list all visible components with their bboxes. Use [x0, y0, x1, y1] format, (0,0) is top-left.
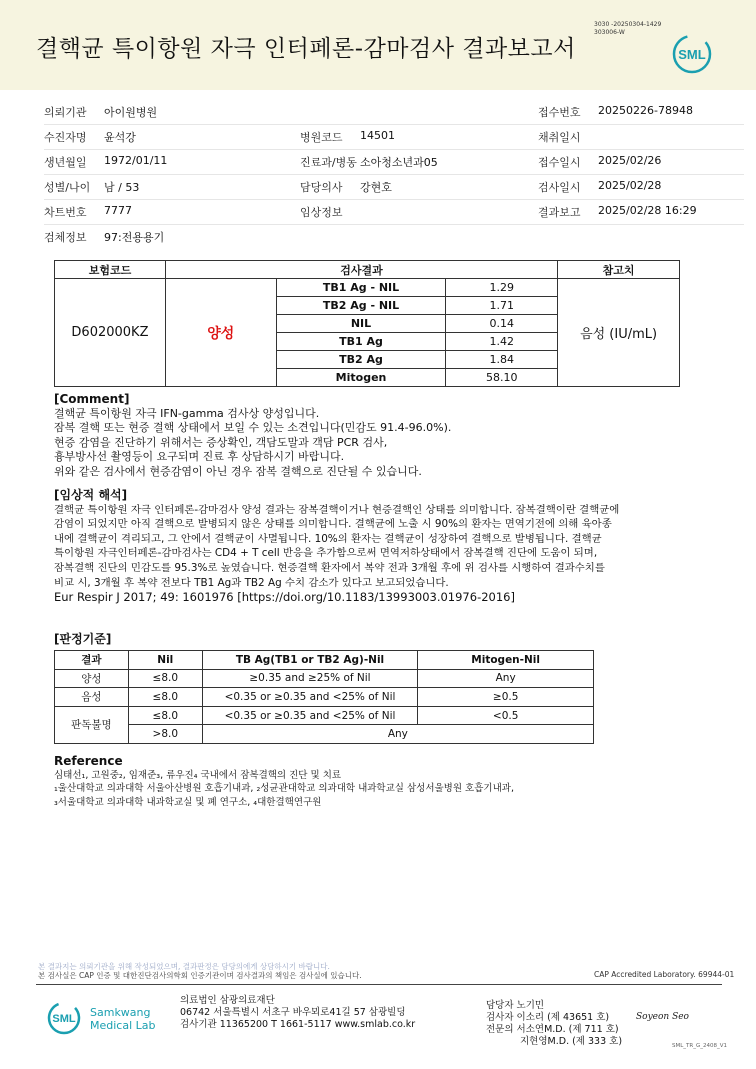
criteria-col-result: 결과 [55, 651, 129, 670]
form-code: SML_TR_G_2408_V1 [672, 1043, 728, 1049]
reference-value: 음성 (IU/mL) [558, 279, 680, 387]
criteria-cell: ≤8.0 [128, 688, 202, 707]
test-value: 58.10 [446, 369, 558, 387]
staff-line: 검사자 이소리 (제 43651 호) [486, 1012, 610, 1023]
test-value: 0.14 [446, 315, 558, 333]
insurance-code: D602000KZ [55, 279, 166, 387]
criteria-cell: >8.0 [128, 725, 202, 744]
collect-date-label: 채취일시 [538, 131, 581, 144]
staff-line: 담당자 노기민 [486, 1000, 545, 1011]
interpretation-line: 비교 시, 3개월 후 복약 전보다 TB1 Ag과 TB2 Ag 수치 감소가 있다고 보고되었습니다. [54, 576, 449, 589]
result-table [54, 260, 680, 387]
birth-label: 생년월일 [44, 156, 87, 169]
chart-no-value: 7777 [104, 204, 132, 217]
test-value: 1.71 [446, 297, 558, 315]
interpretation-line: 잠복결핵 진단의 민감도를 95.3%로 높였습니다. 현증결핵 환자에서 복약 전과 3개월 후에 위 검사를 시행하여 결과수치를 [54, 561, 605, 574]
test-date-value: 2025/02/28 [598, 179, 662, 192]
test-value: 1.29 [446, 279, 558, 297]
brand-line2: Medical Lab [90, 1019, 156, 1032]
interpretation-line: 감염이 되었지만 아직 결핵으로 발병되지 않은 상태를 의미합니다. 결핵균에 노출 시 90%의 환자는 면역기전에 의해 육아종 [54, 518, 612, 531]
specimen-label: 검체정보 [44, 231, 87, 244]
dept-value: 소아청소년과05 [360, 156, 438, 169]
criteria-col-mitogen: Mitogen-Nil [418, 651, 594, 670]
hospital-code-value: 14501 [360, 129, 395, 142]
institution-label: 의뢰기관 [44, 106, 87, 119]
clinical-label: 임상정보 [300, 206, 343, 219]
staff-line: 지현영M.D. (제 333 호) [520, 1036, 623, 1047]
interpretation-title: [임상적 해석] [54, 488, 128, 502]
test-value: 1.84 [446, 351, 558, 369]
criteria-col-nil: Nil [128, 651, 202, 670]
criteria-cell: ≥0.35 and ≥25% of Nil [202, 669, 418, 688]
document-code [594, 21, 661, 37]
test-name: TB2 Ag - NIL [276, 297, 446, 315]
criteria-cell: Any [202, 725, 593, 744]
footer-note-1: 본 결과지는 의뢰기관을 위해 작성되었으며, 결과판정은 담당의에게 상담하시기 바랍니다. [38, 962, 330, 971]
comment-line: 잠복 결핵 또는 현증 결핵 상태에서 보일 수 있는 소견입니다(민감도 91.4-96.0%). [54, 421, 452, 435]
footer-divider [36, 984, 722, 985]
doctor-value: 강현호 [360, 181, 392, 194]
criteria-cell: ≤8.0 [128, 706, 202, 725]
report-title: 결핵균 특이항원 자극 인터페론-감마검사 결과보고서 [36, 36, 576, 62]
receipt-date-label: 접수일시 [538, 156, 581, 169]
criteria-heading [54, 632, 111, 647]
brand-line1: Samkwang [90, 1006, 151, 1019]
col-test-result: 검사결과 [165, 261, 557, 279]
criteria-col-tb: TB Ag(TB1 or TB2 Ag)-Nil [202, 651, 418, 670]
sml-logo-icon [670, 32, 714, 76]
reference-line: ₁울산대학교 의과대학 서울아산병원 호흡기내과, ₂성균관대학교 의과대학 내과학교실 삼성서울병원 호흡기내과, [54, 783, 514, 794]
doctor-label: 담당의사 [300, 181, 343, 194]
address-line: 검사기관 11365200 T 1661-5117 www.smlab.co.kr [180, 1019, 416, 1030]
criteria-cell: ≤8.0 [128, 669, 202, 688]
comment-title: [Comment] [54, 392, 130, 406]
citation-line: Eur Respir J 2017; 49: 1601976 [https://doi.org/10.1183/13993003.01976-2016] [54, 590, 515, 605]
address-line: 의료법인 삼광의료재단 [180, 995, 275, 1006]
test-name: TB2 Ag [276, 351, 446, 369]
staff-block [486, 1000, 622, 1048]
test-value: 1.42 [446, 333, 558, 351]
reference-section [54, 755, 514, 809]
report-date-value: 2025/02/28 16:29 [598, 204, 697, 217]
specimen-value: 97:전용용기 [104, 231, 165, 244]
comment-line: 흉부방사선 촬영등이 요구되며 진료 후 상담하시기 바랍니다. [54, 450, 345, 464]
criteria-indeterminate-label: 판독불명 [55, 706, 129, 743]
criteria-title: [판정기준] [54, 632, 112, 646]
criteria-cell: <0.35 or ≥0.35 and <25% of Nil [202, 688, 418, 707]
criteria-table [54, 650, 594, 744]
name-value: 윤석강 [104, 131, 136, 144]
receipt-no-value: 20250226-78948 [598, 104, 693, 117]
hospital-code-label: 병원코드 [300, 131, 343, 144]
criteria-negative-label: 음성 [55, 688, 129, 707]
logo-top-text: SML [678, 47, 706, 62]
name-label: 수진자명 [44, 131, 87, 144]
sex-age-value: 남 / 53 [104, 181, 140, 194]
interpretation-line: 특이항원 자극인터페론-감마검사는 CD4 + T cell 반응을 추가함으로써 면역저하상태에서 잠복결핵 진단에 도움이 되며, [54, 547, 598, 560]
comment-line: 위와 같은 검사에서 현증감염이 아닌 경우 잠복 결핵으로 진단될 수 있습니다. [54, 464, 422, 478]
col-insurance-code: 보험코드 [55, 261, 166, 279]
reference-title: Reference [54, 754, 123, 768]
birth-value: 1972/01/11 [104, 154, 168, 167]
test-name: TB1 Ag - NIL [276, 279, 446, 297]
reference-line: ₃서울대학교 의과대학 내과학교실 및 폐 연구소, ₄대한결핵연구원 [54, 796, 322, 808]
doc-code-line2: 303006-W [594, 29, 625, 36]
criteria-cell: Any [418, 669, 594, 688]
logo-bottom-text: SML [52, 1013, 76, 1025]
institution-value: 아이원병원 [104, 106, 158, 119]
report-date-label: 결과보고 [538, 206, 581, 219]
sex-age-label: 성별/나이 [44, 181, 91, 194]
chart-no-label: 차트번호 [44, 206, 87, 219]
col-reference: 참고치 [558, 261, 680, 279]
address-block [180, 995, 415, 1031]
address-line: 06742 서울특별시 서초구 바우뫼로41길 57 삼광빌딩 [180, 1007, 406, 1018]
verdict-positive: 양성 [165, 279, 276, 387]
clinical-interpretation-section [54, 488, 619, 605]
comment-section [54, 392, 451, 480]
test-name: TB1 Ag [276, 333, 446, 351]
dept-label: 진료과/병동 [300, 156, 357, 169]
receipt-no-label: 접수번호 [538, 106, 581, 119]
comment-line: 현증 감염을 진단하기 위해서는 증상확인, 객담도말과 객담 PCR 검사, [54, 435, 388, 449]
staff-line: 전문의 서소연M.D. (제 711 호) [486, 1024, 619, 1035]
sml-logo-bottom-icon [44, 1000, 88, 1036]
interpretation-line: 내에 결핵균이 격리되고, 그 안에서 결핵균이 사멸됩니다. 10%의 환자는 결핵균이 성장하여 결핵으로 발병됩니다. 결핵균 [54, 532, 602, 545]
footer-note-2: 본 검사실은 CAP 인증 및 대한진단검사의학회 인증기관이며 검사결과의 책임은 검사실에 있습니다. [38, 971, 362, 980]
receipt-date-value: 2025/02/26 [598, 154, 662, 167]
criteria-positive-label: 양성 [55, 669, 129, 688]
test-date-label: 검사일시 [538, 181, 581, 194]
doc-code-line1: 3030 -20250304-1429 [594, 21, 662, 28]
criteria-cell: <0.5 [418, 706, 594, 725]
brand-name [90, 1006, 156, 1032]
interpretation-line: 결핵균 특이항원 자극 인터페론-감마검사 양성 결과는 잠복결핵이거나 현증결핵인 상태를 의미합니다. 잠복결핵이란 결핵균에 [54, 503, 620, 516]
criteria-cell: ≥0.5 [418, 688, 594, 707]
reference-line: 심태선₁, 고원중₂, 임재준₃, 류우진₄ 국내에서 잠복결핵의 진단 및 치료 [54, 769, 342, 781]
test-name: Mitogen [276, 369, 446, 387]
test-name: NIL [276, 315, 446, 333]
cap-accreditation: CAP Accredited Laboratory. 69944-01 [594, 970, 735, 979]
signature: Soyeon Seo [636, 1012, 689, 1022]
comment-line: 결핵균 특이항원 자극 IFN-gamma 검사상 양성입니다. [54, 406, 320, 420]
criteria-cell: <0.35 or ≥0.35 and <25% of Nil [202, 706, 418, 725]
